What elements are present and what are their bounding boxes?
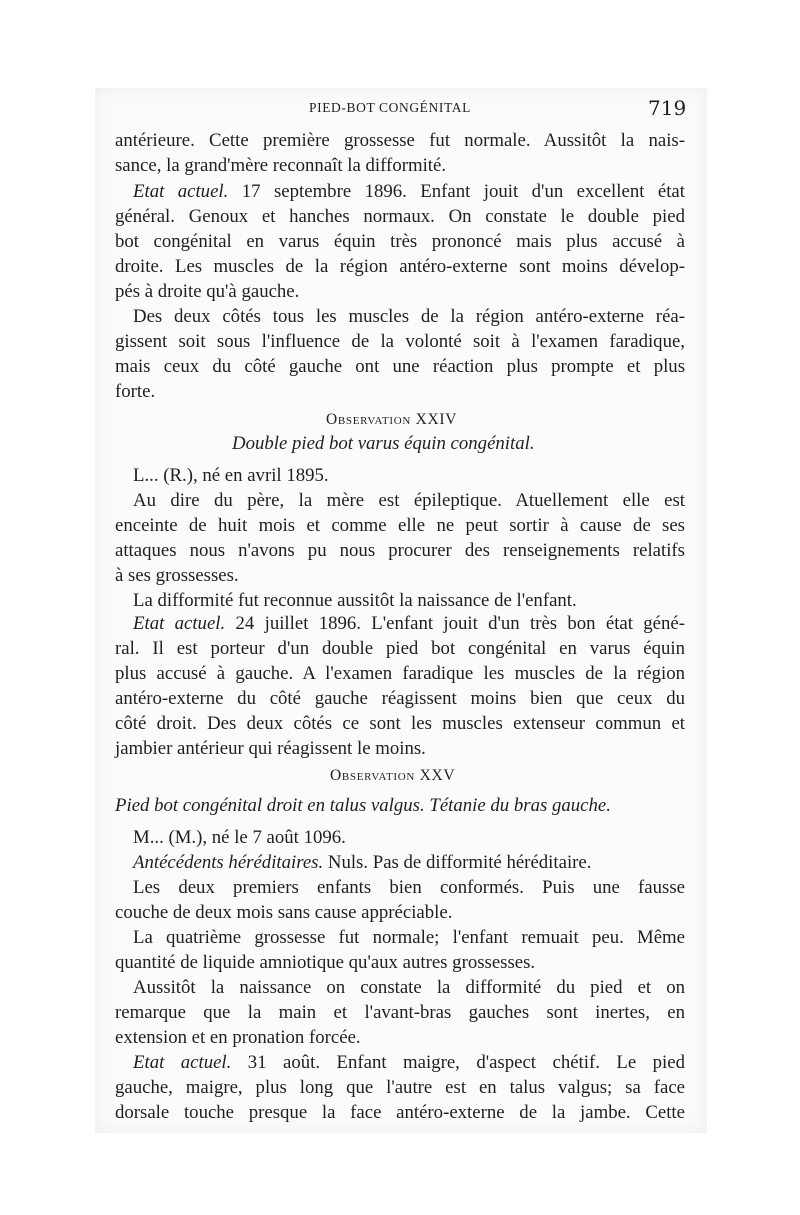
text-line: couche de deux mois sans cause appréciable. bbox=[115, 902, 453, 923]
text-line: gauche, maigre, plus long que l'autre est en talus valgus; sa face bbox=[115, 1077, 685, 1098]
text-line bbox=[133, 852, 685, 876]
text-line: extension et en pronation forcée. bbox=[115, 1027, 361, 1048]
text-line: mais ceux du côté gauche ont une réaction plus prompte et plus bbox=[115, 356, 685, 377]
text-line: L... (R.), né en avril 1895. bbox=[133, 465, 329, 486]
observation-title: Pied bot congénital droit en talus valgus. Tétanie du bras gauche. bbox=[115, 795, 611, 816]
observation-title: Double pied bot varus équin congénital. bbox=[232, 433, 535, 454]
text-line: forte. bbox=[115, 381, 156, 402]
text-line: attaques nous n'avons pu nous procurer des renseignements relatifs bbox=[115, 540, 685, 561]
text-line: côté droit. Des deux côtés ce sont les muscles extenseur commun et bbox=[115, 713, 685, 734]
text-line: remarque que la main et l'avant-bras gauches sont inertes, en bbox=[115, 1002, 685, 1023]
text-line: La quatrième grossesse fut normale; l'enfant remuait peu. Même bbox=[133, 927, 685, 948]
text-line: enceinte de huit mois et comme elle ne peut sortir à cause de ses bbox=[115, 515, 685, 536]
text-line: pés à droite qu'à gauche. bbox=[115, 281, 300, 302]
paragraph-text: 31 août. Enfant maigre, d'aspect chétif. Le pied bbox=[231, 1052, 685, 1073]
text-line: dorsale touche presque la face antéro-externe de la jambe. Cette bbox=[115, 1102, 685, 1123]
text-line bbox=[133, 181, 685, 205]
text-line: à ses grossesses. bbox=[115, 565, 239, 586]
text-line bbox=[133, 1052, 685, 1076]
paragraph-label: Etat actuel. bbox=[133, 1052, 232, 1073]
paragraph-text: Nuls. Pas de difformité héréditaire. bbox=[323, 852, 592, 873]
paragraph-label: Antécédents héréditaires. bbox=[133, 852, 324, 873]
text-line: sance, la grand'mère reconnaît la difformité. bbox=[115, 155, 447, 176]
paragraph-text: 17 septembre 1896. Enfant jouit d'un excellent état bbox=[228, 181, 685, 202]
observation-heading: Observation XXV bbox=[330, 767, 456, 784]
text-line: droite. Les muscles de la région antéro-externe sont moins dévelop- bbox=[115, 256, 685, 277]
text-line: général. Genoux et hanches normaux. On constate le double pied bbox=[115, 206, 685, 227]
text-line: M... (M.), né le 7 août 1096. bbox=[133, 827, 346, 848]
text-line: Les deux premiers enfants bien conformés. Puis une fausse bbox=[133, 877, 685, 898]
observation-heading: Observation XXIV bbox=[326, 411, 458, 428]
text-line: jambier antérieur qui réagissent le moins. bbox=[115, 738, 426, 759]
text-line: bot congénital en varus équin très prononcé mais plus accusé à bbox=[115, 231, 685, 252]
text-line: ral. Il est porteur d'un double pied bot congénital en varus équin bbox=[115, 638, 685, 659]
text-line: gissent soit sous l'influence de la volonté soit à l'examen faradique, bbox=[115, 331, 685, 352]
text-line: Des deux côtés tous les muscles de la région antéro-externe réa- bbox=[133, 306, 685, 327]
text-line: La difformité fut reconnue aussitôt la naissance de l'enfant. bbox=[133, 590, 577, 611]
text-line bbox=[133, 613, 685, 637]
page-number: 719 bbox=[648, 96, 687, 120]
paragraph-label: Etat actuel. bbox=[133, 181, 229, 202]
text-line: Au dire du père, la mère est épileptique. Atuellement elle est bbox=[133, 490, 685, 511]
running-head: PIED-BOT CONGÉNITAL bbox=[309, 100, 471, 115]
paragraph-label: Etat actuel. bbox=[133, 613, 226, 634]
text-line: antéro-externe du côté gauche réagissent moins bien que ceux du bbox=[115, 688, 685, 709]
paragraph-text: 24 juillet 1896. L'enfant jouit d'un très bon état géné- bbox=[225, 613, 685, 634]
text-line: quantité de liquide amniotique qu'aux autres grossesses. bbox=[115, 952, 536, 973]
text-line: Aussitôt la naissance on constate la difformité du pied et on bbox=[133, 977, 685, 998]
text-line: antérieure. Cette première grossesse fut normale. Aussitôt la nais- bbox=[115, 130, 685, 151]
text-line: plus accusé à gauche. A l'examen faradique les muscles de la région bbox=[115, 663, 685, 684]
